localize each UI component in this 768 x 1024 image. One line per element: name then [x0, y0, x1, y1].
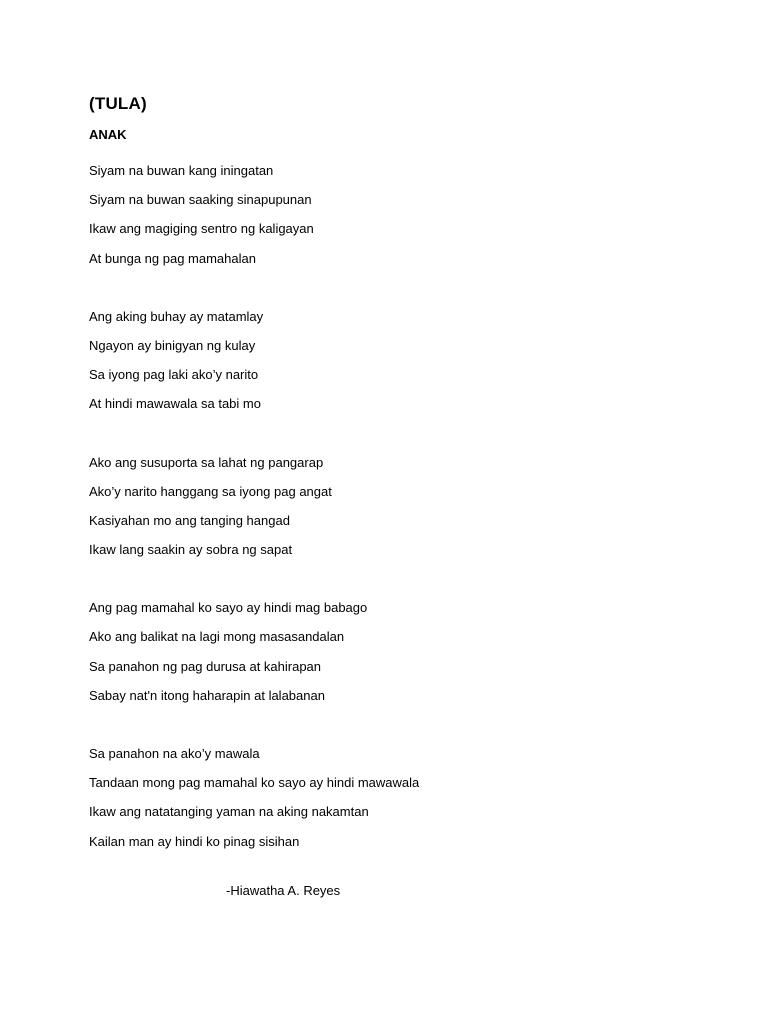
poem-line: Kailan man ay hindi ko pinag sisihan	[89, 833, 300, 849]
poem-line: Sa iyong pag laki ako’y narito	[89, 367, 259, 383]
poem-line: Ako ang balikat na lagi mong masasandalan	[89, 629, 345, 645]
poem-body	[89, 156, 419, 885]
poem-line: Ikaw ang magiging sentro ng kaligayan	[89, 221, 314, 237]
stanza	[89, 739, 419, 856]
poem-line: Ang aking buhay ay matamlay	[89, 308, 264, 324]
poem-line: Siyam na buwan kang iningatan	[89, 163, 274, 178]
poem-title: ANAK	[89, 127, 127, 142]
poem-line: Ako ang susuporta sa lahat ng pangarap	[89, 454, 324, 470]
stanza	[89, 593, 419, 710]
poem-line: Ikaw ang natatanging yaman na aking nakamtan	[89, 804, 369, 820]
poem-line: Sa panahon ng pag durusa at kahirapan	[89, 658, 322, 674]
poem-line: Tandaan mong pag mamahal ko sayo ay hindi mawawala	[89, 775, 420, 791]
stanza	[89, 302, 419, 419]
poem-line: At bunga ng pag mamahalan	[89, 250, 256, 266]
poem-line: Sabay nat'n itong haharapin at lalabanan	[89, 687, 325, 703]
poem-line: At hindi mawawala sa tabi mo	[89, 396, 261, 412]
poem-line: Ako’y narito hanggang sa iyong pag angat	[89, 483, 332, 499]
poem-line: Siyam na buwan saaking sinapupunan	[89, 192, 312, 208]
poem-line: Sa panahon na ako’y mawala	[89, 746, 260, 761]
poem-line: Ikaw lang saakin ay sobra ng sapat	[89, 542, 293, 558]
poem-line: Kasiyahan mo ang tanging hangad	[89, 512, 290, 528]
author-signature: -Hiawatha A. Reyes	[226, 883, 341, 898]
poem-line: Ngayon ay binigyan ng kulay	[89, 337, 256, 353]
document-heading: (TULA)	[89, 94, 147, 113]
poem-line: Ang pag mamahal ko sayo ay hindi mag babago	[89, 600, 368, 616]
stanza	[89, 448, 419, 565]
stanza	[89, 156, 419, 273]
